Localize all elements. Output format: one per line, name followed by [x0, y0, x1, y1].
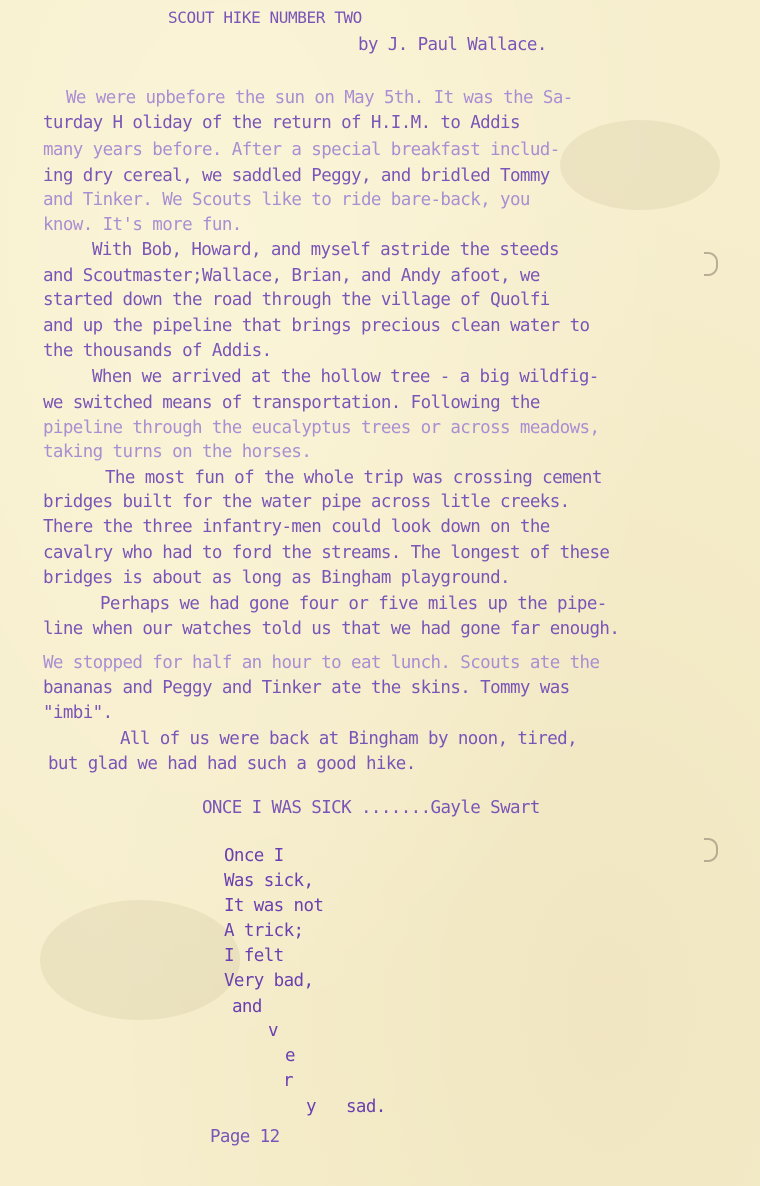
story-byline: by J. Paul Wallace.: [358, 35, 547, 55]
poem-line: y: [306, 1097, 316, 1117]
story-line: cavalry who had to ford the streams. The longest of these: [43, 543, 610, 563]
story-line: There the three infantry-men could look down on the: [43, 517, 550, 537]
story-line: pipeline through the eucalyptus trees or across meadows,: [43, 418, 600, 438]
story-line: line when our watches told us that we had gone far enough.: [43, 619, 620, 639]
story-line: ing dry cereal, we saddled Peggy, and bridled Tommy: [43, 166, 550, 186]
story-line: started down the road through the village of Quolfi: [43, 290, 550, 310]
story-line: When we arrived at the hollow tree - a big wildfig-: [92, 367, 599, 387]
poem-line: e: [285, 1046, 295, 1066]
story-title: SCOUT HIKE NUMBER TWO: [168, 8, 362, 27]
story-line: and up the pipeline that brings precious clean water to: [43, 316, 590, 336]
story-line: know. It's more fun.: [43, 215, 242, 235]
poem-line: A trick;: [224, 921, 304, 941]
story-line: and Tinker. We Scouts like to ride bare-back, you: [43, 190, 530, 210]
poem-line: v: [268, 1021, 278, 1041]
paper-stain: [560, 120, 720, 210]
story-line: taking turns on the horses.: [43, 442, 312, 462]
story-line: The most fun of the whole trip was crossing cement: [105, 468, 602, 488]
poem-line: and: [232, 997, 262, 1017]
story-line: many years before. After a special breakfast includ-: [43, 140, 560, 160]
binder-hole-mark: [704, 838, 718, 862]
story-line: we switched means of transportation. Following the: [43, 393, 540, 413]
poem-line: Was sick,: [224, 871, 314, 891]
story-line: "imbi".: [43, 703, 113, 723]
binder-hole-mark: [704, 252, 718, 276]
poem-line: Once I: [224, 846, 284, 866]
poem-line: It was not: [224, 896, 324, 916]
story-line: We stopped for half an hour to eat lunch. Scouts ate the: [43, 653, 600, 673]
page-number: Page 12: [210, 1127, 280, 1147]
story-line: and Scoutmaster;Wallace, Brian, and Andy afoot, we: [43, 266, 540, 286]
story-line: We were upbefore the sun on May 5th. It was the Sa-: [66, 88, 573, 108]
story-line: bridges is about as long as Bingham playground.: [43, 568, 510, 588]
story-line: With Bob, Howard, and myself astride the steeds: [92, 240, 559, 260]
poem-line: sad.: [346, 1097, 386, 1117]
paper-stain: [40, 900, 240, 1020]
poem-line: r: [283, 1071, 293, 1091]
story-line: bananas and Peggy and Tinker ate the skins. Tommy was: [43, 678, 570, 698]
story-line: bridges built for the water pipe across litle creeks.: [43, 492, 570, 512]
story-line: but glad we had had such a good hike.: [48, 754, 416, 774]
story-line: All of us were back at Bingham by noon, tired,: [120, 729, 578, 749]
story-line: Perhaps we had gone four or five miles up the pipe-: [100, 594, 607, 614]
poem-line: Very bad,: [224, 971, 314, 991]
poem-heading: ONCE I WAS SICK .......Gayle Swart: [202, 798, 540, 818]
poem-line: I felt: [224, 946, 284, 966]
story-line: turday H oliday of the return of H.I.M. to Addis: [43, 113, 520, 133]
story-line: the thousands of Addis.: [43, 341, 272, 361]
